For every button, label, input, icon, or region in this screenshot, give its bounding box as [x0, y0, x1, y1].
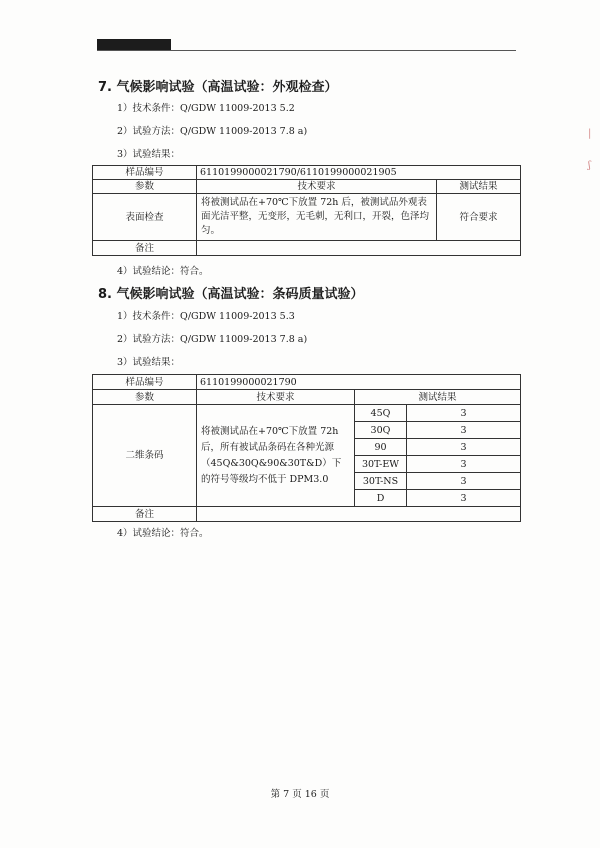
col-result-header: 测试结果 — [437, 180, 521, 194]
stamp-mark: ʃ — [588, 160, 591, 171]
section-8-conclusion: 4）试验结论：符合。 — [117, 528, 209, 539]
section-7-tech-condition: 1）技术条件：Q/GDW 11009-2013 5.2 — [117, 103, 295, 114]
grade-cell: 3 — [407, 439, 521, 456]
page-footer: 第 7 页 16 页 — [270, 789, 330, 800]
table-row — [93, 180, 521, 194]
sample-label: 样品编号 — [93, 375, 197, 390]
grade-cell: 3 — [407, 422, 521, 439]
section-8-tech-condition: 1）技术条件：Q/GDW 11009-2013 5.3 — [117, 311, 295, 322]
section-7-conclusion: 4）试验结论：符合。 — [117, 266, 209, 277]
table-row — [93, 405, 521, 422]
grade-cell: 3 — [407, 456, 521, 473]
table-row — [93, 241, 521, 256]
remark-value — [197, 507, 521, 522]
remark-label: 备注 — [93, 241, 197, 256]
remark-value — [197, 241, 521, 256]
light-source-cell: 45Q — [355, 405, 407, 422]
table-row — [93, 390, 521, 405]
light-source-cell: D — [355, 490, 407, 507]
section-8-title: 8. 气候影响试验（高温试验：条码质量试验） — [98, 287, 364, 302]
result-cell: 符合要求 — [437, 194, 521, 241]
light-source-cell: 30Q — [355, 422, 407, 439]
tech-requirement-cell: 将被测试品在+70℃下放置 72h 后，所有被试品条码在各种光源（45Q&30Q&90&30T&D）下的符号等级均不低于 DPM3.0 — [197, 405, 355, 507]
tech-requirement-cell: 将被测试品在+70℃下放置 72h 后，被测试品外观表面光洁平整，无变形，无毛刺，无利口，开裂，色泽均匀。 — [197, 194, 437, 241]
stamp-mark: | — [588, 128, 592, 139]
grade-cell: 3 — [407, 405, 521, 422]
col-param-header: 参数 — [93, 180, 197, 194]
table-row — [93, 507, 521, 522]
header-rule — [97, 50, 516, 51]
sample-label: 样品编号 — [93, 166, 197, 180]
section-8-test-method: 2）试验方法：Q/GDW 11009-2013 7.8 a) — [117, 334, 308, 345]
sample-value: 6110199000021790/6110199000021905 — [197, 166, 521, 180]
grade-cell: 3 — [407, 473, 521, 490]
param-cell: 表面检查 — [93, 194, 197, 241]
param-cell: 二维条码 — [93, 405, 197, 507]
col-result-header: 测试结果 — [355, 390, 521, 405]
light-source-cell: 30T-EW — [355, 456, 407, 473]
table-row — [93, 375, 521, 390]
table-row — [93, 166, 521, 180]
section-8-table — [92, 374, 521, 522]
grade-cell: 3 — [407, 490, 521, 507]
col-tech-header: 技术要求 — [197, 390, 355, 405]
col-tech-header: 技术要求 — [197, 180, 437, 194]
col-param-header: 参数 — [93, 390, 197, 405]
section-7-test-method: 2）试验方法：Q/GDW 11009-2013 7.8 a) — [117, 126, 308, 137]
section-7-table — [92, 165, 521, 256]
light-source-cell: 30T-NS — [355, 473, 407, 490]
section-7-title: 7. 气候影响试验（高温试验：外观检查） — [98, 80, 338, 95]
remark-label: 备注 — [93, 507, 197, 522]
sample-value: 6110199000021790 — [197, 375, 521, 390]
table-row — [93, 194, 521, 241]
light-source-cell: 90 — [355, 439, 407, 456]
section-8-test-results-label: 3）试验结果： — [117, 357, 181, 368]
section-7-test-results-label: 3）试验结果： — [117, 149, 181, 160]
